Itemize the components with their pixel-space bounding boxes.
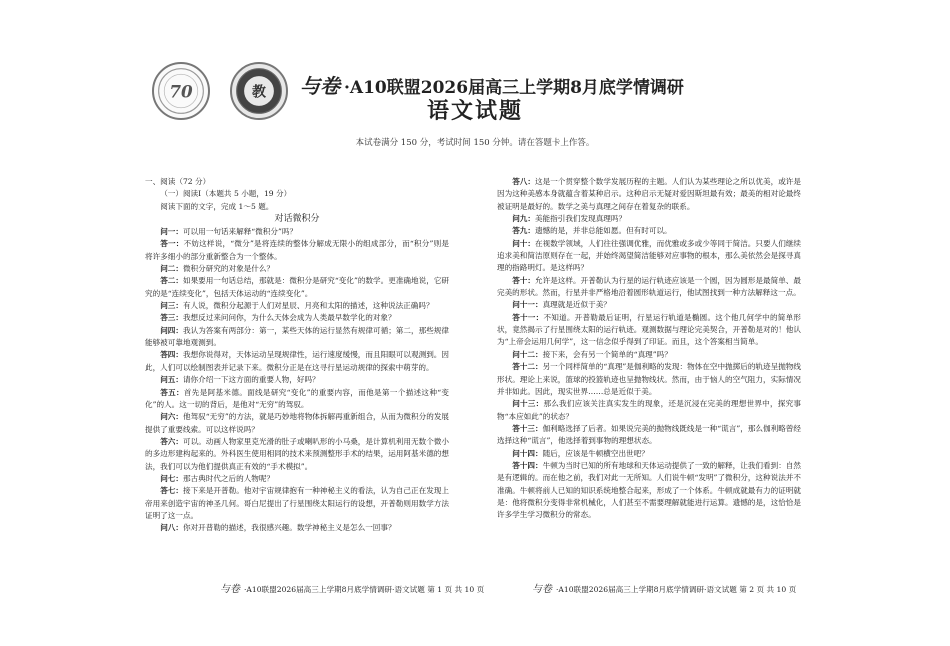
dialogue-paragraph bbox=[497, 349, 801, 361]
speaker-label: 答九： bbox=[512, 226, 535, 236]
paragraph-text: 可以。动画人物家里克光滑的肚子或喇叭形的小马桑，是计算机利用无数个微小的多边形建构起来的。外科医生使用相同的技术来预测整形手术的结果，运用阿基米德的想法，我们可以为他们提供真正有效的“手术模拟”。 bbox=[145, 436, 450, 471]
paragraph-text: 那古典时代之后的人物呢？ bbox=[182, 473, 275, 483]
speaker-label: 答十四： bbox=[512, 460, 543, 470]
paragraph-text: 不妨这样说，“微分”是将连续的整体分解成无限小的组成部分，而“积分”则是将许多细小的部分重新整合为一个整体。 bbox=[145, 239, 449, 261]
footer-brand: 与卷 bbox=[532, 584, 552, 595]
speaker-label: 答五： bbox=[160, 387, 184, 397]
dialogue-paragraph bbox=[497, 398, 801, 423]
speaker-label: 问三： bbox=[160, 301, 183, 311]
dialogue-paragraph bbox=[145, 374, 449, 386]
dialogue-paragraph bbox=[145, 436, 449, 473]
dialogue-paragraph bbox=[497, 361, 801, 398]
speaker-label: 问十一： bbox=[512, 300, 543, 310]
speaker-label: 答七： bbox=[160, 486, 183, 496]
seal-mark-right: 教 bbox=[252, 84, 266, 101]
dialogue-paragraph bbox=[497, 423, 801, 448]
dialogue-paragraph bbox=[497, 225, 801, 237]
dialogue-paragraph bbox=[497, 176, 801, 213]
speaker-label: 问十三： bbox=[512, 399, 544, 409]
dialogue-paragraph bbox=[145, 263, 449, 275]
paragraph-text: 另一个同样简单的“真理”是伽利略的发现：物体在空中抛掷后的轨迹呈抛物线形状。理论上来说，篮球的投篮轨迹也呈抛物线状。然而，由于恼人的空气阻力，实际情况并非如此。因此，现实世界……总是近似于美。 bbox=[497, 362, 802, 396]
paragraph-text: 在视数学领域，人们往往强调优雅，而优雅或多或少等同于简洁。只要人们继续追求美和简洁原则存在一起，并始终渴望简洁能够对应事物的根本，那么美依然会是探寻真理的指路明灯。是这样吗？ bbox=[497, 238, 802, 273]
paragraph-text: 美能指引我们发现真理吗？ bbox=[534, 214, 627, 224]
paragraph-text: 我想你说得对，天体运动呈现规律性，运行速度缓慢，而且阳眼可以观测到。因此，人们可以绘制图表并记录下来。微积分正是在这寻行星运动规律的探索中萌芽的。 bbox=[145, 350, 450, 372]
paragraph-text: 遗憾的是，并非总能如愿。但有时可以。 bbox=[534, 226, 672, 236]
speaker-label: 问六： bbox=[160, 412, 183, 422]
speaker-label: 问二： bbox=[160, 264, 183, 274]
seal-mark-left: 70 bbox=[169, 81, 193, 102]
paragraph-text: 这是一个贯穿整个数学发展历程的主题。人们认为某些理论之所以优美，或许是因为这种美感本身就蕴含着某种启示。这种启示无疑对爱因斯坦最有效；最美的相对论最终被证明是最好的。数学之美与真理之间存在着复杂的联系。 bbox=[497, 177, 802, 211]
speaker-label: 答六： bbox=[160, 436, 183, 446]
dialogue-paragraph bbox=[497, 275, 801, 300]
dialogue-paragraph bbox=[497, 213, 801, 225]
article-title: 对话微积分 bbox=[274, 214, 320, 225]
speaker-label: 答十二： bbox=[512, 362, 543, 372]
paragraph-text: 牛顿为当时已知的所有地球和天体运动提供了一致的解释，让我们看到：自然是有逻辑的。而在他之前，我们对此一无所知。人们说牛顿“发明”了微积分，这种说法并不准确。牛顿将前人已知的知识系统地整合起来，形成了一个体系。牛顿成就最有力的证明就是：他将微积分变得非常机械化，人们甚至不需要理解就能进行运算。遗憾的是，这恰恰是许多学生学习微积分的常态。 bbox=[497, 460, 802, 520]
right-paragraphs bbox=[497, 176, 801, 522]
speaker-label: 答四： bbox=[160, 350, 183, 360]
left-column bbox=[145, 176, 449, 535]
speaker-label: 答十一： bbox=[512, 312, 544, 322]
page-footer-2 bbox=[532, 580, 796, 595]
paragraph-text: 如果要用一句话总结，那就是：微积分是研究“变化”的数学。更准确地说，它研究的是“连续变化”，包括天体运动的“连续变化”。 bbox=[145, 276, 450, 298]
paragraph-text: 伽利略选择了后者。如果说完美的抛物线既线是一种“谎言”，那么伽利略曾经选择这种“谎言”，他选择着到事物的理想状态。 bbox=[497, 423, 802, 446]
dialogue-paragraph bbox=[497, 238, 801, 275]
speaker-label: 问四： bbox=[160, 325, 183, 335]
paragraph-text: 我认为答案有两部分：第一，某些天体的运行显然有规律可循；第二，那些规律能够被可靠地观测到。 bbox=[145, 325, 450, 348]
footer-text: ·A10联盟2026届高三上学期8月底学情调研·语文试题 第 1 页 共 10 页 bbox=[244, 585, 485, 594]
footer-brand: 与卷 bbox=[220, 584, 240, 595]
paragraph-text: 有人说，微积分起源于人们对星辰、月亮和太阳的描述，这种说法正确吗？ bbox=[182, 301, 434, 311]
speaker-label: 问十： bbox=[512, 238, 535, 248]
dialogue-paragraph bbox=[145, 522, 449, 534]
speaker-label: 答三： bbox=[160, 313, 183, 323]
dialogue-paragraph bbox=[145, 312, 449, 324]
paragraph-text: 允许是这样。开普勒认为行星的运行轨迹应该是一个圆，因为圆形是最简单、最完美的形状。然而，行星并非严格地沿着圆形轨道运行，他试图找到一种方法解释这一点。 bbox=[497, 275, 802, 298]
speaker-label: 答十三： bbox=[512, 423, 543, 433]
speaker-label: 问十二： bbox=[512, 349, 543, 359]
dialogue-paragraph bbox=[145, 300, 449, 312]
speaker-label: 问九： bbox=[512, 214, 535, 224]
speaker-label: 问一： bbox=[160, 227, 183, 237]
paragraph-text: 那么我们应该关注真实发生的现象，还是沉浸在完美的理想世界中，探究事物“本应如此”的状态？ bbox=[497, 399, 801, 421]
dialogue-paragraph bbox=[145, 473, 449, 485]
dialogue-paragraph bbox=[145, 275, 449, 300]
subsection-heading: （一）阅读Ⅰ（本题共 5 小题，19 分） bbox=[160, 189, 292, 199]
speaker-label: 答一： bbox=[160, 239, 184, 249]
footer-text: ·A10联盟2026届高三上学期8月底学情调研·语文试题 第 2 页 共 10 页 bbox=[556, 585, 797, 594]
speaker-label: 问八： bbox=[160, 523, 183, 533]
dialogue-paragraph bbox=[497, 312, 801, 349]
dialogue-paragraph bbox=[145, 325, 449, 350]
speaker-label: 答八： bbox=[512, 177, 535, 186]
right-column bbox=[497, 176, 801, 522]
dialogue-paragraph bbox=[145, 411, 449, 436]
page-footer-1 bbox=[220, 580, 484, 595]
paragraph-text: 他驾驭“无穷”的方法，就是巧妙地将物体拆解再重新组合，从而为微积分的发展提供了重要线索。可以这样说吗？ bbox=[145, 412, 450, 434]
paragraph-text: 首先是阿基米德。面线是研究“变化”的重要内容，而他是第一个描述这种“变化”的人。这一切的背后，是他对“无穷”的驾驭。 bbox=[145, 387, 450, 409]
speaker-label: 问五： bbox=[160, 375, 183, 385]
paragraph-text: 不知道。开普勒最后证明，行星运行轨道是椭圆。这个他几何学中的简单形状，竟然揭示了行星围绕太阳的运行轨迹。观测数据与理论完美契合，开普勒是对的！他认为“上帝会运用几何学”，这一信念似乎得到了印证。而且，这个答案相当简单。 bbox=[497, 312, 801, 347]
dialogue-paragraph bbox=[145, 226, 449, 238]
paragraph-text: 随后，应该是牛顿横空出世吧？ bbox=[542, 448, 649, 458]
left-paragraphs bbox=[145, 226, 449, 535]
paragraph-text: 你对开普勒的描述，我很感兴趣。数学神秘主义是怎么一回事？ bbox=[182, 523, 396, 533]
brand-mark: 与卷 bbox=[300, 74, 340, 98]
speaker-label: 问七： bbox=[160, 473, 183, 483]
paragraph-text: 微积分研究的对象是什么？ bbox=[182, 264, 275, 274]
dialogue-paragraph bbox=[497, 460, 801, 522]
dialogue-paragraph bbox=[145, 387, 449, 412]
paragraph-text: 请你介绍一下这方面的重要人物，好吗？ bbox=[182, 375, 320, 385]
dialogue-paragraph bbox=[145, 238, 449, 263]
speaker-label: 问十四： bbox=[512, 448, 543, 458]
exam-name: ·A10联盟2026届高三上学期8月底学情调研 bbox=[344, 78, 684, 98]
paragraph-text: 可以用一句话来解释“微积分”吗？ bbox=[182, 227, 298, 237]
paragraph-text: 接下来，会有另一个简单的“真理”吗？ bbox=[542, 349, 672, 359]
speaker-label: 答二： bbox=[160, 276, 183, 286]
instruction: 阅读下面的文字，完成 1～5 题。 bbox=[160, 201, 274, 211]
dialogue-paragraph bbox=[145, 349, 449, 374]
speaker-label: 答十： bbox=[512, 275, 535, 285]
section-heading: 一、阅读（72 分） bbox=[145, 177, 211, 186]
dialogue-paragraph bbox=[497, 299, 801, 311]
exam-notice: 本试卷满分 150 分，考试时间 150 分钟。请在答题卡上作答。 bbox=[355, 138, 595, 148]
page-title: 语文试题 bbox=[426, 98, 523, 124]
paragraph-text: 真理就是近似于美？ bbox=[542, 300, 611, 310]
paragraph-text: 接下来是开普勒。他对宇宙规律抱有一种神秘主义的看法，认为自己正在发现上帝用来创造宇宙的神圣几何。哥白尼提出了行星围绕太阳运行的设想，开普勒则用数学方法证明了这一点。 bbox=[145, 486, 450, 520]
dialogue-paragraph bbox=[497, 448, 801, 460]
paragraph-text: 我想反过来问问你，为什么天体会成为人类最早数学化的对象？ bbox=[182, 313, 396, 323]
dialogue-paragraph bbox=[145, 485, 449, 522]
